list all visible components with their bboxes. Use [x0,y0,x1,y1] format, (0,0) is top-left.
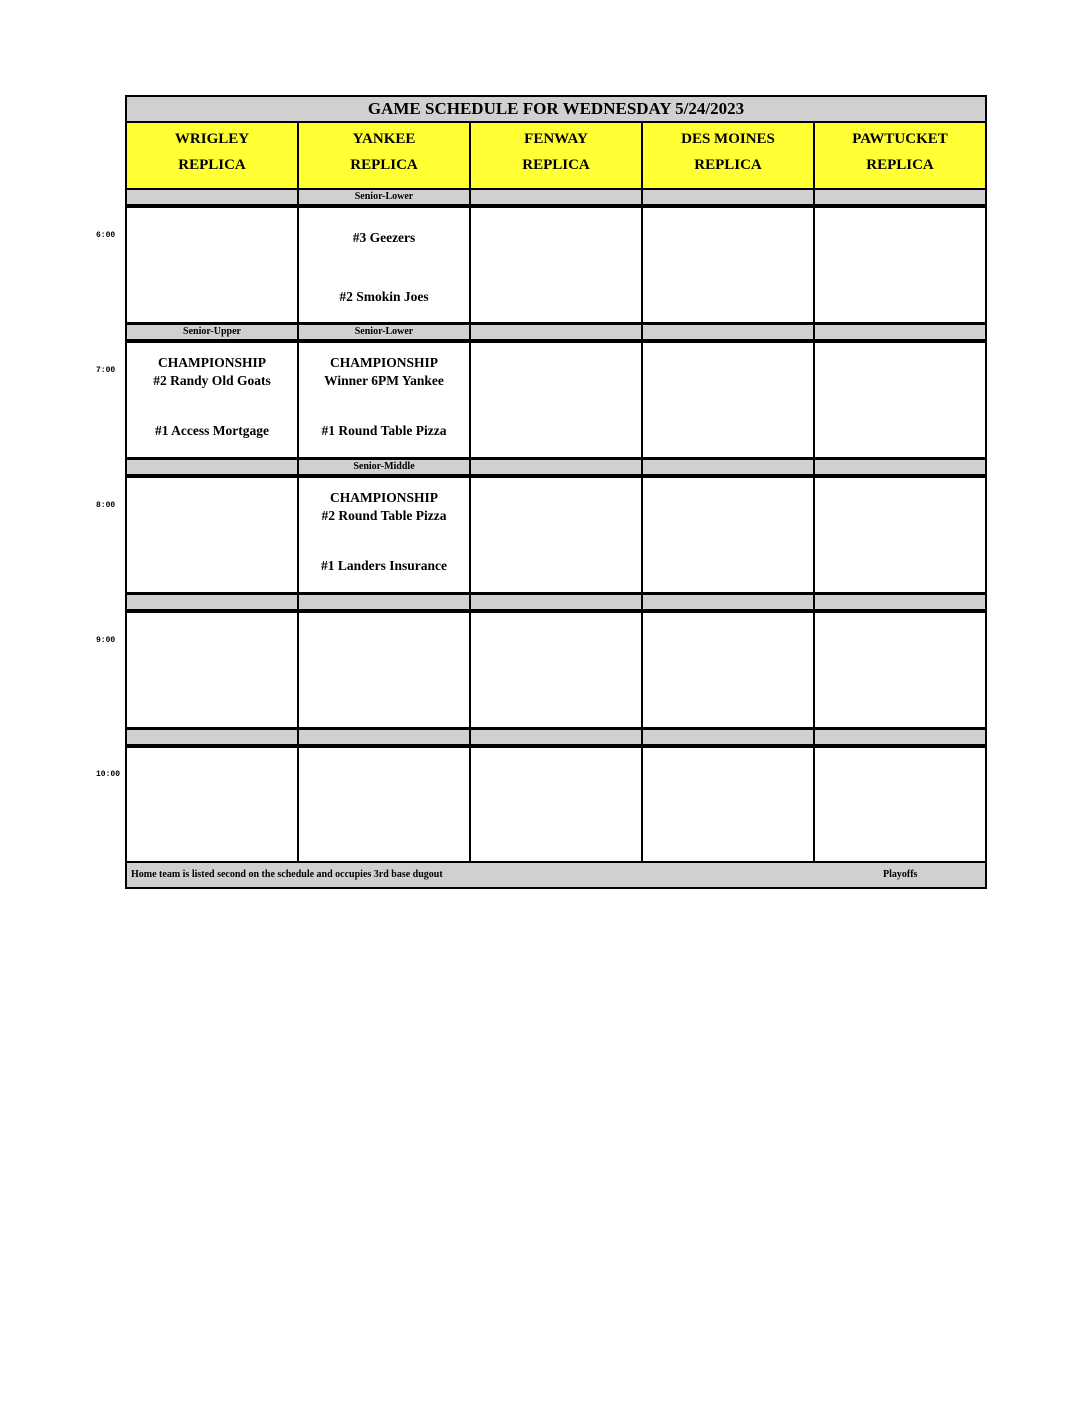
game-cell [127,478,297,592]
field-type: REPLICA [178,157,246,173]
game-cell [471,478,641,592]
division-label [815,190,985,204]
time-label: 9:00 [96,636,116,645]
home-team: #1 Landers Insurance [320,558,447,573]
division-label [815,730,985,744]
game-cell [471,748,641,861]
game-cell [643,478,813,592]
field-header-pawtucket [815,123,985,188]
time-label: 7:00 [96,366,116,375]
field-header-wrigley [127,123,297,188]
division-label [299,595,469,609]
game-cell [299,343,469,457]
division-label [643,325,813,339]
home-team-note: Home team is listed second on the schedule and occupies 3rd base dugout [131,869,443,880]
division-label [127,460,297,474]
home-team: #1 Access Mortgage [155,423,269,438]
field-type: REPLICA [694,157,762,173]
schedule-type: Playoffs [883,869,918,880]
game-cell [815,208,985,322]
game-cell [815,478,985,592]
game-cell [643,748,813,861]
game-cell [127,343,297,457]
field-name: DES MOINES [681,131,775,147]
field-type: REPLICA [350,157,418,173]
field-header-des-moines [643,123,813,188]
division-label [643,595,813,609]
field-type: REPLICA [522,157,590,173]
division-label [471,730,641,744]
division-label [815,595,985,609]
away-team: #2 Round Table Pizza [321,508,447,523]
away-team: #3 Geezers [352,230,416,245]
game-cell [471,613,641,727]
game-label: CHAMPIONSHIP [330,490,438,505]
division-label [643,190,813,204]
division-label [127,595,297,609]
division-label: Senior-Lower [299,190,469,204]
division-label [471,190,641,204]
home-team: #2 Smokin Joes [339,289,429,304]
division-label: Senior-Lower [299,325,469,339]
field-name: PAWTUCKET [852,131,948,147]
away-team: Winner 6PM Yankee [324,373,444,388]
home-team: #1 Round Table Pizza [321,423,447,438]
division-label [815,325,985,339]
game-cell [471,208,641,322]
game-cell [299,208,469,322]
time-label: 10:00 [96,770,121,779]
schedule-footer [127,863,985,887]
game-cell [299,478,469,592]
division-label [815,460,985,474]
time-label: 6:00 [96,231,116,240]
division-label [299,730,469,744]
game-cell [643,208,813,322]
division-label [127,730,297,744]
game-cell [643,343,813,457]
time-label: 8:00 [96,501,116,510]
game-cell [127,748,297,861]
game-cell [815,613,985,727]
field-name: YANKEE [352,131,416,147]
division-label [643,730,813,744]
game-cell [127,208,297,322]
game-cell [643,613,813,727]
division-label [127,190,297,204]
game-cell [299,748,469,861]
field-name: WRIGLEY [174,131,250,147]
game-label: CHAMPIONSHIP [158,355,266,370]
game-cell [815,343,985,457]
field-header-fenway [471,123,641,188]
game-cell [471,343,641,457]
division-label [643,460,813,474]
division-label [471,460,641,474]
division-label: Senior-Upper [127,325,297,339]
field-header-yankee [299,123,469,188]
schedule-table [125,95,987,889]
division-label: Senior-Middle [299,460,469,474]
game-cell [127,613,297,727]
game-cell [299,613,469,727]
field-type: REPLICA [866,157,934,173]
field-name: FENWAY [524,131,588,147]
division-label [471,325,641,339]
game-label: CHAMPIONSHIP [330,355,438,370]
division-label [471,595,641,609]
schedule-title: GAME SCHEDULE FOR WEDNESDAY 5/24/2023 [127,97,985,121]
away-team: #2 Randy Old Goats [153,373,271,388]
game-cell [815,748,985,861]
